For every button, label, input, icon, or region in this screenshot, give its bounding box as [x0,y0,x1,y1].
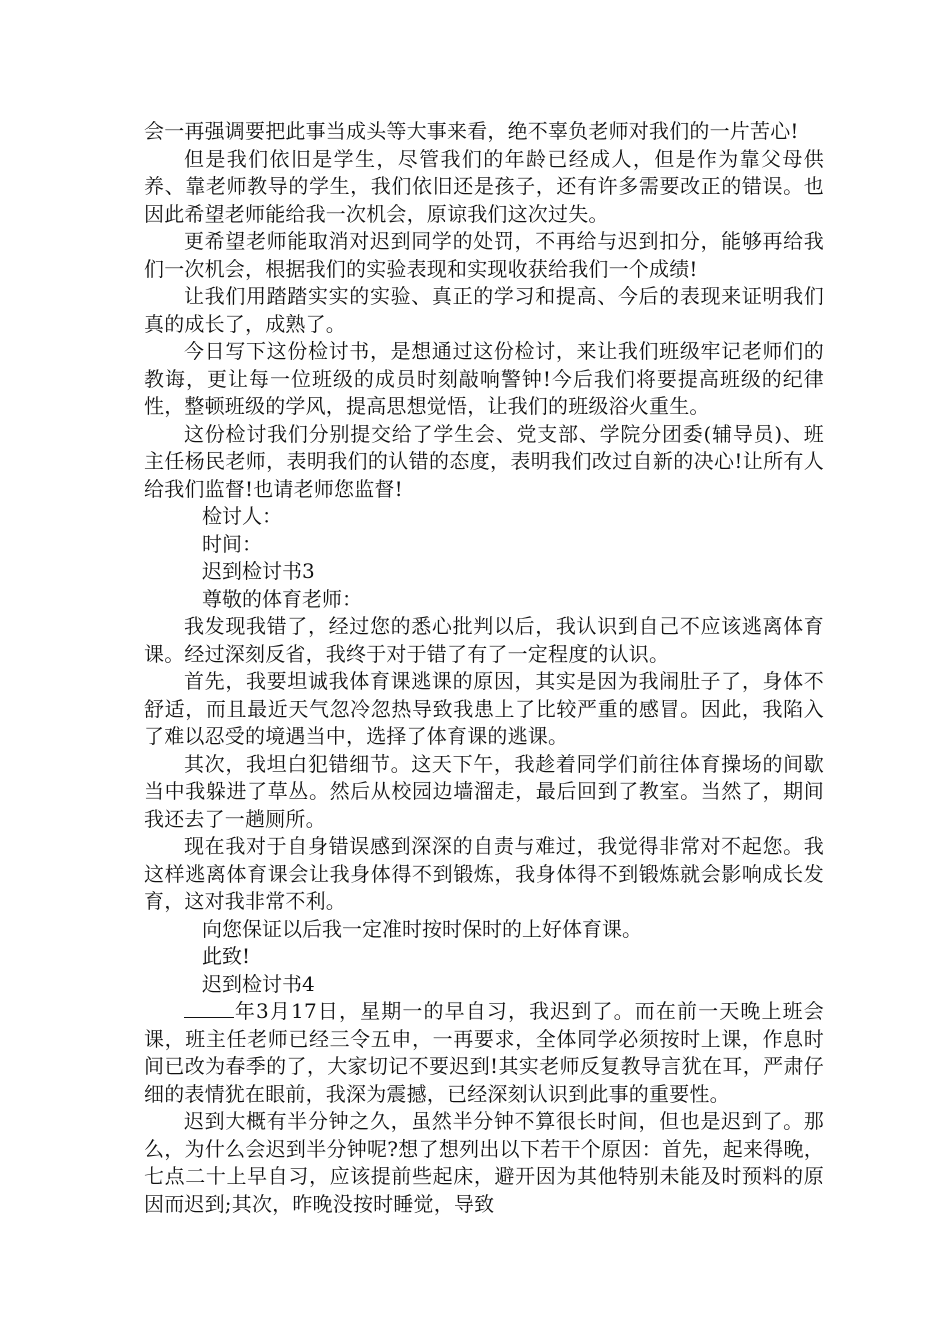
document-body [144,118,824,1218]
promise-line: 向您保证以后我一定准时按时保时的上好体育课。 [202,916,642,941]
paragraph: 今日写下这份检讨书，是想通过这份检讨，来让我们班级牢记老师们的教诲，更让每一位班级的成员时刻敲响警钟!今后我们将要提高班级的纪律性，整顿班级的学风，提高思想觉悟，让我们的班级浴火重生。 [144,339,824,418]
section-title: 迟到检讨书3 [202,559,315,583]
blank-underline [184,1001,234,1018]
salutation: 尊敬的体育老师： [202,586,362,611]
paragraph: 更希望老师能取消对迟到同学的处罚，不再给与迟到扣分，能够再给我们一次机会，根据我们的实验表现和实现收获给我们一个成绩! [144,229,824,281]
signature-label: 检讨人： [202,504,282,528]
section-title: 迟到检讨书4 [202,971,315,996]
paragraph: 现在我对于自身错误感到深深的自责与难过，我觉得非常对不起您。我这样逃离体育课会让我身体得不到锻炼，我身体得不到锻炼就会影响成长发育，这对我非常不利。 [144,834,824,913]
paragraph: 会一再强调要把此事当成头等大事来看，绝不辜负老师对我们的一片苦心! [144,119,799,143]
paragraph: 首先，我要坦诚我体育课逃课的原因，其实是因为我闹肚子了，身体不舒适，而且最近天气忽冷忽热导致我患上了比较严重的感冒。因此，我陷入了难以忍受的境遇当中，选择了体育课的逃课。 [144,669,824,748]
paragraph-text: 年3月17日，星期一的早自习，我迟到了。而在前一天晚上班会课，班主任老师已经三令五申，一再要求，全体同学必须按时上课，作息时间已改为春季的了，大家切记不要迟到!其实老师反复教导言犹在耳，严肃仔细的表情犹在眼前，我深为震撼，已经深刻认识到此事的重要性。 [144,999,824,1106]
paragraph: 这份检讨我们分别提交给了学生会、党支部、学院分团委(辅导员)、班主任杨民老师，表明我们的认错的态度，表明我们改过自新的决心!让所有人给我们监督!也请老师您监督! [144,421,824,501]
paragraph: 我发现我错了，经过您的悉心批判以后，我认识到自己不应该逃离体育课。经过深刻反省，我终于对于错了有了一定程度的认识。 [144,614,824,666]
paragraph: 让我们用踏踏实实的实验、真正的学习和提高、今后的表现来证明我们真的成长了，成熟了。 [144,284,824,336]
closing: 此致! [202,944,251,968]
paragraph: 但是我们依旧是学生，尽管我们的年龄已经成人，但是作为靠父母供养、靠老师教导的学生，我们依旧还是孩子，还有许多需要改正的错误。也因此希望老师能给我一次机会，原谅我们这次过失。 [144,146,824,226]
paragraph-with-blank [144,998,824,1108]
paragraph: 迟到大概有半分钟之久，虽然半分钟不算很长时间，但也是迟到了。那么，为什么会迟到半分钟呢?想了想列出以下若干个原因：首先，起来得晚，七点二十上早自习，应该提前些起床，避开因为其他特别未能及时预料的原因而迟到;其次，昨晚没按时睡觉，导致 [144,1109,824,1216]
paragraph: 其次，我坦白犯错细节。这天下午，我趁着同学们前往体育操场的间歇当中我躲进了草丛。然后从校园边墙溜走，最后回到了教室。当然了，期间我还去了一趟厕所。 [144,751,824,831]
date-label: 时间： [202,531,262,556]
